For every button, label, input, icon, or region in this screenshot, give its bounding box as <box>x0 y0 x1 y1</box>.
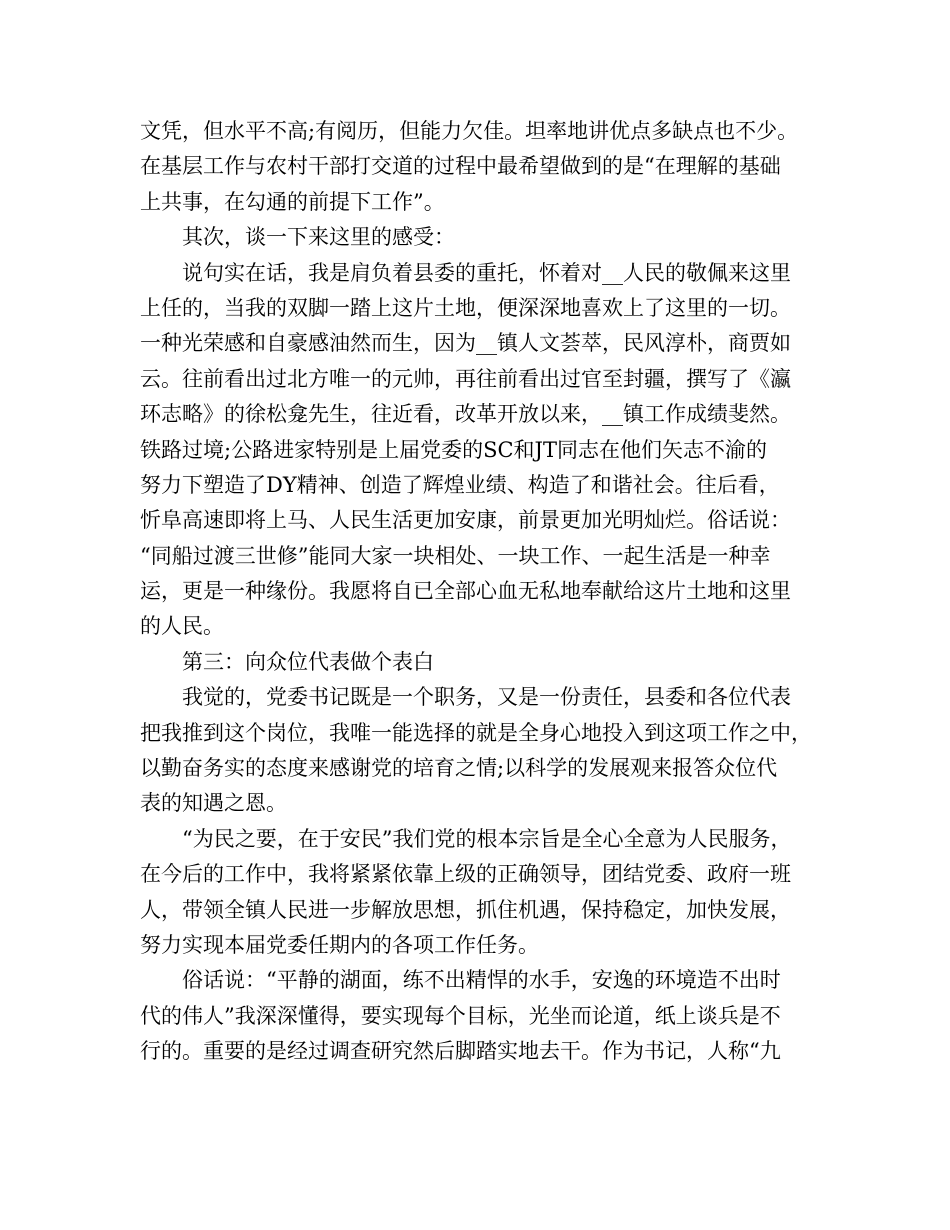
text-line: 云。往前看出过北方唯一的元帅，再往前看出过官至封疆，撰写了《瀛 <box>140 366 791 391</box>
text-line: 环志略》的徐松龛先生，往近看，改革开放以来，__镇工作成绩斐然。 <box>140 402 791 427</box>
text-line: 以勤奋务实的态度来感谢党的培育之情;以科学的发展观来报答众位代 <box>140 756 778 781</box>
text-line: 上共事，在勾通的前提下工作”。 <box>140 189 445 214</box>
text-line: 表的知遇之恩。 <box>140 791 287 816</box>
text-line: 一种光荣感和自豪感油然而生，因为__镇人文荟萃，民风淳朴，商贾如 <box>140 331 791 356</box>
text-line: 把我推到这个岗位，我唯一能选择的就是全身心地投入到这项工作之中， <box>140 720 812 745</box>
text-line: 文凭，但水平不高;有阅历，但能力欠佳。坦率地讲优点多缺点也不少。 <box>140 119 799 143</box>
text-line: 忻阜高速即将上马、人民生活更加安康，前景更加光明灿烂。俗话说： <box>140 508 791 533</box>
text-line: 代的伟人”我深深懂得，要实现每个目标，光坐而论道，纸上谈兵是不 <box>140 1003 781 1028</box>
text-line: 说句实在话，我是肩负着县委的重托，怀着对__人民的敬佩来这里 <box>140 260 791 285</box>
text-line: 其次，谈一下来这里的感受： <box>140 225 455 250</box>
text-line: 铁路过境;公路进家特别是上届党委的SC和JT同志在他们矢志不渝的 <box>140 437 767 462</box>
text-line: 运，更是一种缘份。我愿将自已全部心血无私地奉献给这片土地和这里 <box>140 579 791 604</box>
text-line: 在基层工作与农村干部打交道的过程中最希望做到的是“在理解的基础 <box>140 154 781 179</box>
body-text <box>140 114 840 1070</box>
text-line: 努力实现本届党委任期内的各项工作任务。 <box>140 932 539 957</box>
text-line: 在今后的工作中，我将紧紧依靠上级的正确领导，团结党委、政府一班 <box>140 862 791 887</box>
text-line: “同船过渡三世修”能同大家一块相处、一块工作、一起生活是一种幸 <box>140 543 771 568</box>
text-line: 人，带领全镇人民进一步解放思想，抓住机遇，保持稳定，加快发展， <box>140 897 791 922</box>
text-line: 努力下塑造了DY精神、创造了辉煌业绩、构造了和谐社会。往后看， <box>140 472 780 497</box>
text-line: 俗话说：“平静的湖面，练不出精悍的水手，安逸的环境造不出时 <box>140 968 781 993</box>
text-line: 我觉的，党委书记既是一个职务，又是一份责任，县委和各位代表 <box>140 685 791 710</box>
text-line: 上任的，当我的双脚一踏上这片土地，便深深地喜欢上了这里的一切。 <box>140 295 791 320</box>
text-line: “为民之要，在于安民”我们党的根本宗旨是全心全意为人民服务， <box>140 826 792 851</box>
text-line: 的人民。 <box>140 614 224 639</box>
text-line: 第三：向众位代表做个表白 <box>140 649 434 674</box>
text-line: 行的。重要的是经过调查研究然后脚踏实地去干。作为书记，人称“九 <box>140 1039 781 1064</box>
